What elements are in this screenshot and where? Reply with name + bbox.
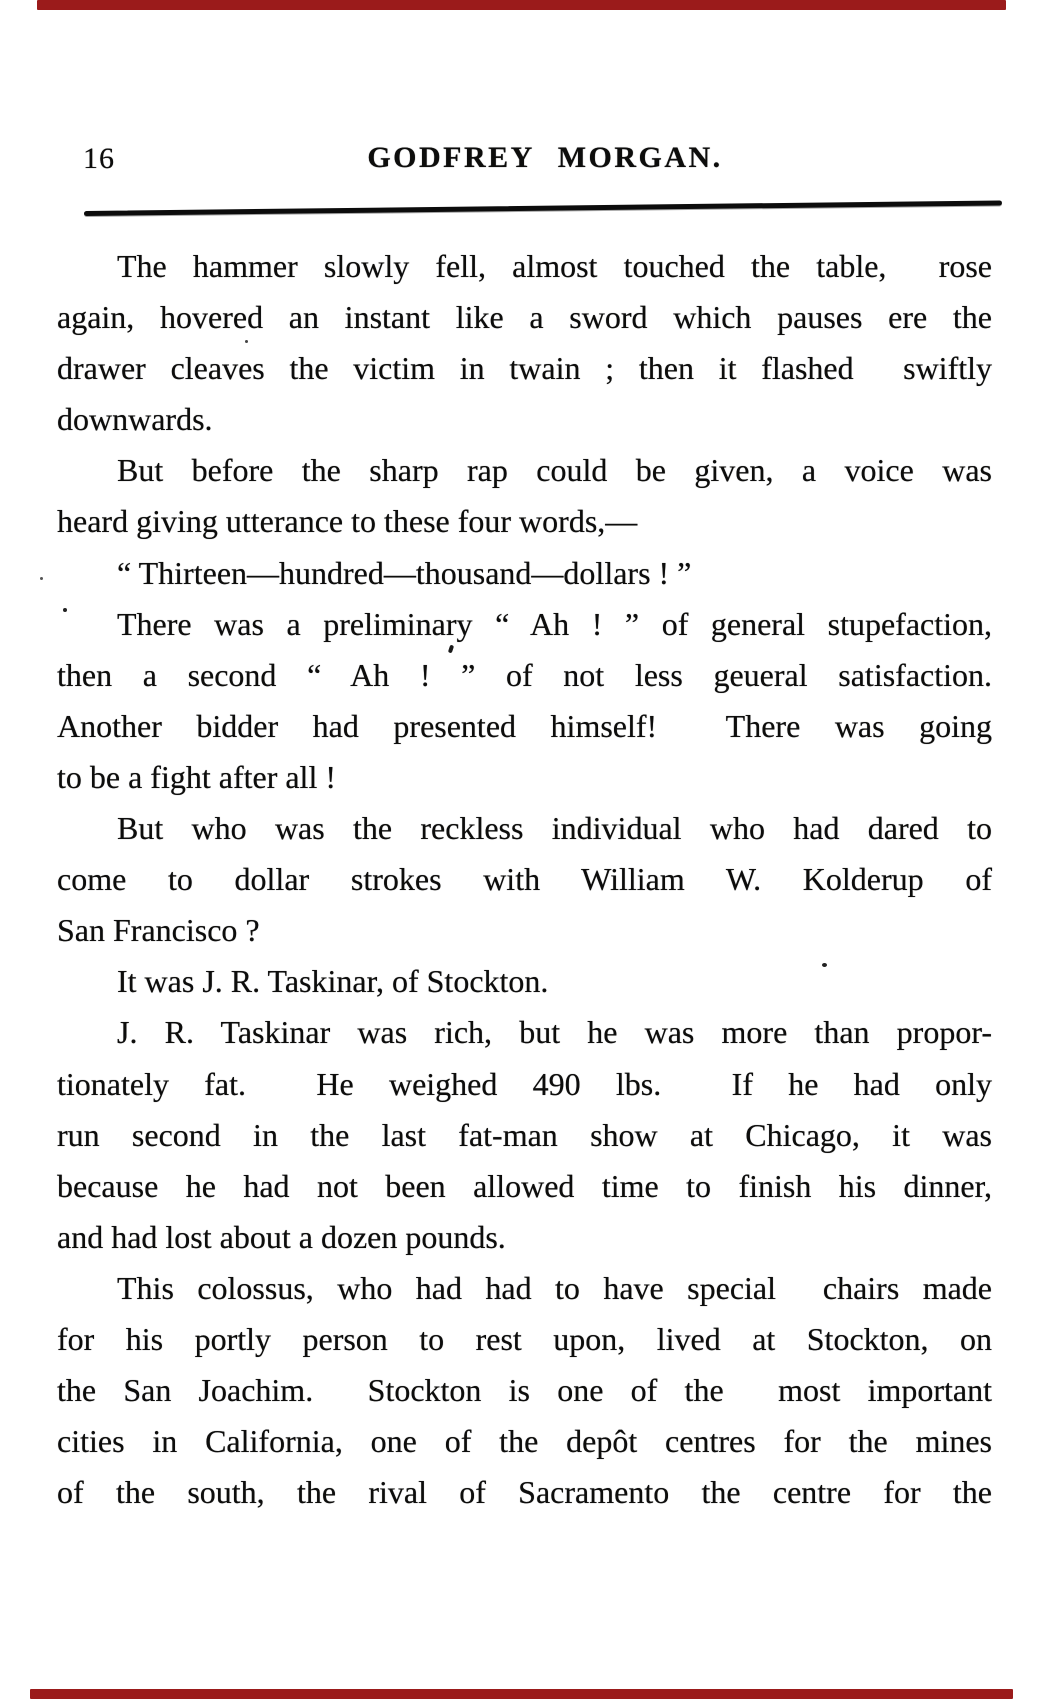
body-line: of the south, the rival of Sacramento the centre for the <box>57 1474 992 1511</box>
body-line: heard giving utterance to these four words,— <box>57 503 638 540</box>
body-line: San Francisco ? <box>57 912 260 949</box>
page-number: 16 <box>83 142 115 175</box>
body-line: come to dollar strokes with William W. Kolderup of <box>57 861 992 898</box>
body-line: then a second “ Ah ! ” of not less geueral satisfaction. <box>57 656 992 693</box>
body-line: But who was the reckless individual who had dared to <box>117 810 992 847</box>
body-line: again, hovered an instant like a sword which pauses ere the <box>57 299 992 336</box>
running-head-title: GODFREY MORGAN. <box>367 141 723 174</box>
body-line: It was J. R. Taskinar, of Stockton. <box>117 963 549 1000</box>
body-line: because he had not been allowed time to finish his dinner, <box>57 1167 992 1204</box>
body-line: “ Thirteen—hundred—thousand—dollars ! ” <box>117 554 692 591</box>
body-line: cities in California, one of the depôt centres for the mines <box>57 1423 992 1460</box>
scan-speck <box>245 340 248 343</box>
body-line: run second in the last fat-man show at Chicago, it was <box>57 1116 992 1153</box>
scan-edge-artifact-top <box>37 0 1006 10</box>
body-text-block <box>57 241 992 1518</box>
body-line: drawer cleaves the victim in twain ; then it flashed swiftly <box>57 350 992 387</box>
body-line: and had lost about a dozen pounds. <box>57 1218 506 1255</box>
body-line: Another bidder had presented himself! There was going <box>57 707 992 744</box>
scan-edge-artifact-bottom <box>30 1689 1013 1699</box>
body-line: to be a fight after all ! <box>57 758 336 795</box>
body-line: J. R. Taskinar was rich, but he was more than propor- <box>117 1014 992 1051</box>
body-line: The hammer slowly fell, almost touched the table, rose <box>117 248 992 284</box>
body-line: the San Joachim. Stockton is one of the most important <box>57 1372 992 1409</box>
scan-speck <box>63 608 67 612</box>
body-line: tionately fat. He weighed 490 lbs. If he had only <box>57 1065 992 1102</box>
body-line: This colossus, who had had to have special chairs made <box>117 1269 992 1306</box>
body-line: But before the sharp rap could be given, a voice was <box>117 452 992 489</box>
body-line: for his portly person to rest upon, lived at Stockton, on <box>57 1320 992 1357</box>
header-rule <box>84 200 1002 216</box>
scan-speck <box>822 963 827 967</box>
body-line: downwards. <box>57 401 213 438</box>
body-line: There was a preliminary “ Ah ! ” of general stupefaction, <box>117 605 992 642</box>
scan-speck <box>40 577 43 580</box>
